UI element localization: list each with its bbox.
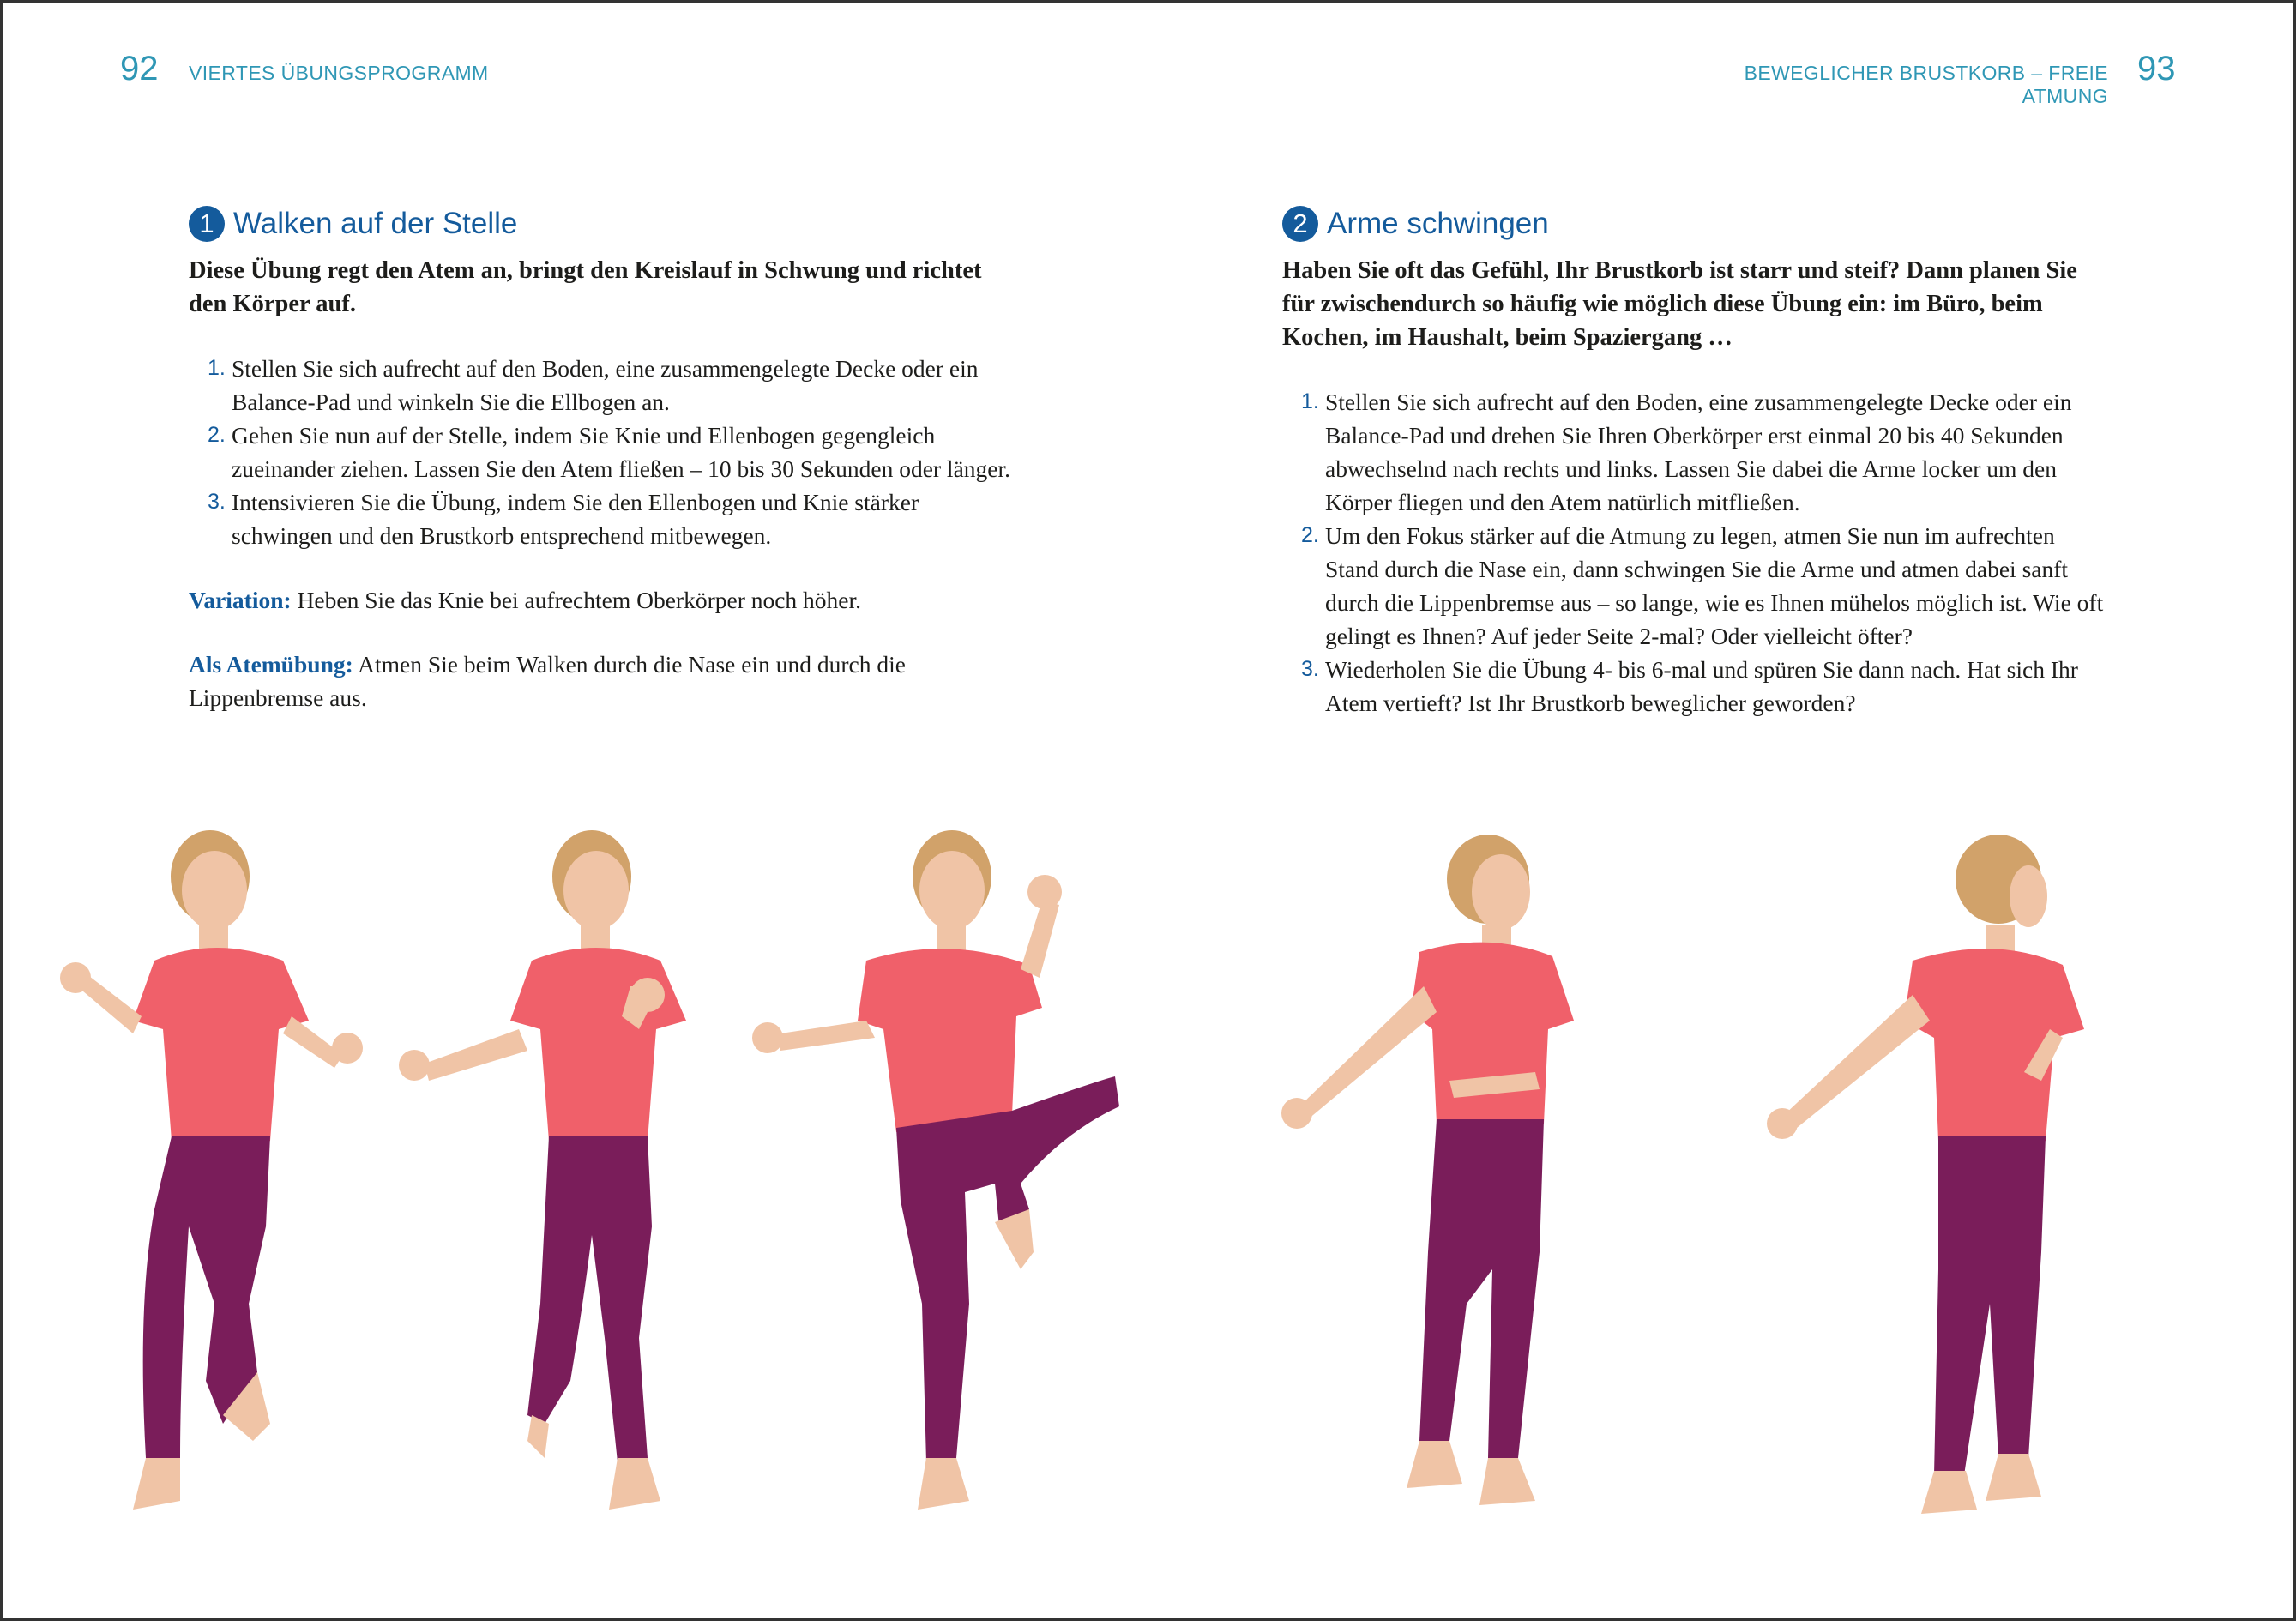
exercise-title-2: [1282, 206, 2110, 242]
photo-arm-swing-back: [1767, 823, 2110, 1527]
step-number: 3.: [208, 490, 226, 514]
step-text: Wiederholen Sie die Übung 4- bis 6-mal und spüren Sie dann nach. Hat sich Ihr Atem vertieft? Ist Ihr Brustkorb beweglicher geworden?: [1325, 656, 2078, 716]
exercise-number-badge: 2: [1282, 206, 1318, 242]
exercise-intro: Diese Übung regt den Atem an, bringt den Kreislauf in Schwung und richtet den Körper auf.: [189, 257, 982, 317]
step-number: 1.: [208, 356, 226, 380]
step-item: [1282, 385, 2110, 519]
variation-text: Heben Sie das Knie bei aufrechtem Oberkörper noch höher.: [291, 587, 862, 613]
step-number: 3.: [1301, 657, 1319, 681]
step-item: [189, 352, 1025, 419]
step-item: [1282, 653, 2110, 720]
step-item: [1282, 519, 2110, 653]
right-running-title: BEWEGLICHER BRUSTKORB – FREIE ATMUNG: [1744, 62, 2108, 107]
photo-walking-2: [390, 823, 708, 1527]
step-text: Gehen Sie nun auf der Stelle, indem Sie Knie und Ellenbogen gegengleich zueinander ziehen. Lassen Sie den Atem fließen – 10 bis 30 Sekunden oder länger.: [232, 422, 1010, 482]
variation-paragraph: [189, 583, 1025, 617]
left-running-title: VIERTES ÜBUNGSPROGRAMM: [189, 62, 489, 84]
left-running-title-box: [189, 62, 489, 85]
photo-high-knee: [738, 823, 1124, 1527]
photo-arm-swing-front: [1278, 823, 1638, 1527]
breathing-paragraph: [189, 648, 1025, 714]
step-text: Stellen Sie sich aufrecht auf den Boden, eine zusammengelegte Decke oder ein Balance-Pad und drehen Sie Ihren Oberkörper erst einmal 20 bis 40 Sekunden abwechselnd nach rechts und links. Lassen Sie dabei die Arme locker um den Körper fliegen und den Atem natürlich mitfließen.: [1325, 389, 2072, 515]
exercise-title-1: [189, 206, 1025, 242]
left-page-number: 92: [120, 50, 159, 87]
variation-label: Variation:: [189, 587, 292, 613]
right-exercise: [1282, 206, 2110, 750]
exercise-title-text: Walken auf der Stelle: [233, 207, 518, 240]
right-page-number: 93: [2137, 50, 2176, 87]
step-list: [1282, 385, 2110, 720]
left-exercise: [189, 206, 1025, 745]
exercise-number-badge: 1: [189, 206, 225, 242]
step-item: [189, 419, 1025, 485]
right-page-header: [2137, 50, 2176, 88]
step-text: Um den Fokus stärker auf die Atmung zu legen, atmen Sie nun im aufrechten Stand durch die Nase ein, dann schwingen Sie die Arme und atmen dabei sanft durch die Lippenbremse aus – so lange, wie es Ihnen mühelos möglich ist. Wie oft gelingt es Ihnen? Auf jeder Seite 2-mal? Oder vielleicht öfter?: [1325, 522, 2104, 649]
step-number: 2.: [208, 423, 226, 447]
exercise-title-text: Arme schwingen: [1327, 207, 1549, 240]
breathing-label: Als Atemübung:: [189, 651, 353, 678]
right-running-title-box: [1696, 62, 2108, 108]
step-item: [189, 485, 1025, 552]
exercise-intro: Haben Sie oft das Gefühl, Ihr Brustkorb ist starr und steif? Dann planen Sie für zwischendurch so häufig wie möglich diese Übung ein: im Büro, beim Kochen, im Haushalt, beim Spaziergang …: [1282, 257, 2077, 351]
step-number: 1.: [1301, 389, 1319, 413]
step-list: [189, 352, 1025, 552]
photo-walking-1: [51, 823, 395, 1527]
step-text: Intensivieren Sie die Übung, indem Sie den Ellenbogen und Knie stärker schwingen und den Brustkorb entsprechend mitbewegen.: [232, 489, 919, 549]
step-text: Stellen Sie sich aufrecht auf den Boden, eine zusammengelegte Decke oder ein Balance-Pad und winkeln Sie die Ellbogen an.: [232, 355, 979, 415]
breathing-text: Atmen Sie beim Walken durch die Nase ein und durch die Lippenbremse aus.: [189, 651, 906, 711]
left-page-header: [120, 50, 159, 88]
step-number: 2.: [1301, 523, 1319, 547]
